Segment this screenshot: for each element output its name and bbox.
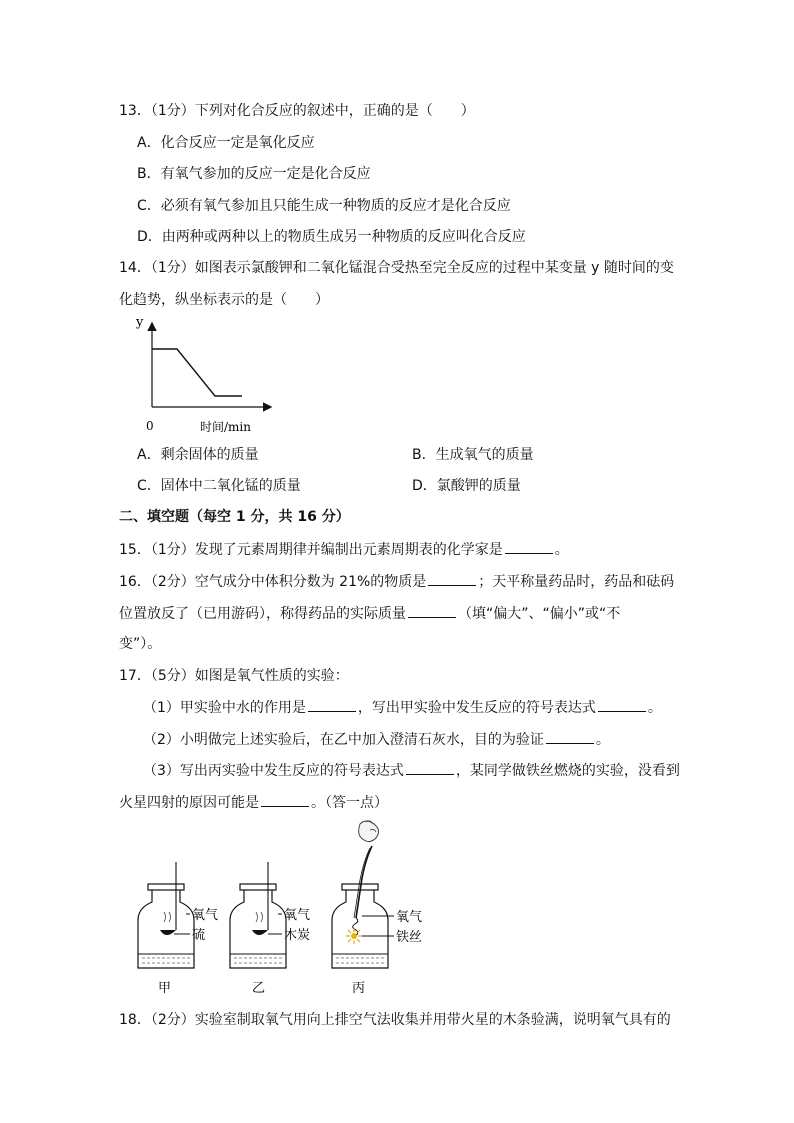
q17-text: ，某同学做铁丝燃烧的实验，没看到	[455, 763, 680, 779]
answer-blank	[505, 539, 553, 554]
jar-jia	[138, 862, 194, 968]
jia-caption: 甲	[158, 981, 172, 996]
answer-blank	[406, 760, 454, 775]
yi-label-oxygen: 氧气	[284, 908, 311, 923]
answer-blank	[308, 697, 356, 712]
q16-text: ；天平称量药品时，药品和砝码	[478, 574, 675, 590]
q17-stem: 17．（5分）如图是氧气性质的实验：	[119, 668, 349, 684]
q14-option-a: A．剩余固体的质量	[137, 447, 259, 463]
graph-origin-label: 0	[146, 419, 154, 433]
q14-stem-line2: 化趋势，纵坐标表示的是（ ）	[119, 292, 329, 308]
q16-line3: 变”）。	[119, 636, 162, 652]
q15-text-end: 。	[554, 542, 569, 558]
q17-text: 。（答一点）	[311, 795, 388, 811]
q17-text: 。	[595, 732, 610, 748]
q14-graph	[125, 310, 285, 435]
q16-line1	[119, 571, 674, 592]
q17-part3-cont	[119, 792, 388, 813]
q16-line2	[119, 603, 620, 624]
q13-option-c: C．必须有氧气参加且只能生成一种物质的反应才是化合反应	[137, 198, 511, 214]
graph-curve	[152, 349, 242, 396]
q15-text: 15．（1分）发现了元素周期律并编制出元素周期表的化学家是	[119, 542, 503, 558]
yi-caption: 乙	[252, 981, 266, 996]
q16-text: 位置放反了（已用游码），称得药品的实际质量	[119, 606, 406, 622]
answer-blank	[598, 697, 646, 712]
graph-x-label: 时间/min	[200, 420, 251, 434]
q17-text: （2）小明做完上述实验后，在乙中加入澄清石灰水，目的为验证	[143, 732, 544, 748]
q13-option-a: A．化合反应一定是氧化反应	[137, 135, 315, 151]
q16-text: 16．（2分）空气成分中体积分数为 21%的物质是	[119, 574, 427, 590]
q13-option-b: B．有氧气参加的反应一定是化合反应	[137, 166, 371, 182]
q18-stem: 18．（2分）实验室制取氧气用向上排空气法收集并用带火星的木条验满，说明氧气具有的	[119, 1012, 671, 1028]
answer-blank	[546, 729, 594, 744]
section-title: 二、填空题（每空 1 分，共 16 分）	[119, 509, 350, 525]
q17-part2	[143, 729, 610, 750]
answer-blank	[408, 603, 456, 618]
q17-figure	[130, 818, 450, 998]
q14-stem-line1: 14．（1分）如图表示氯酸钾和二氧化锰混合受热至完全反应的过程中某变量 y 随时间的变	[119, 260, 674, 276]
answer-blank	[428, 571, 476, 586]
jar-yi	[230, 862, 286, 968]
q14-option-c: C．固体中二氧化锰的质量	[137, 478, 301, 494]
yi-label-charcoal: 木炭	[284, 928, 311, 943]
q17-part1	[143, 697, 662, 718]
q14-option-d: D．氯酸钾的质量	[412, 478, 521, 494]
q17-text: （3）写出丙实验中发生反应的符号表达式	[143, 763, 404, 779]
q17-text: 。	[647, 700, 662, 716]
bing-label-iron-wire: 铁丝	[396, 930, 423, 945]
q17-text: （1）甲实验中水的作用是	[143, 700, 306, 716]
jar-bing	[332, 821, 394, 968]
jia-label-oxygen: 氧气	[192, 908, 219, 923]
q17-text: ，写出甲实验中发生反应的符号表达式	[357, 700, 596, 716]
q13-stem: 13．（1分）下列对化合反应的叙述中，正确的是（ ）	[119, 103, 475, 119]
q15-line	[119, 539, 569, 560]
q13-option-d: D．由两种或两种以上的物质生成另一种物质的反应叫化合反应	[137, 229, 526, 245]
bing-label-oxygen: 氧气	[396, 910, 423, 925]
jia-label-sulfur: 硫	[192, 928, 206, 943]
graph-y-label: y	[136, 315, 144, 330]
bing-caption: 丙	[352, 981, 366, 996]
answer-blank	[261, 792, 309, 807]
q17-part3	[143, 760, 680, 781]
q14-option-b: B．生成氧气的质量	[412, 447, 534, 463]
q17-text: 火星四射的原因可能是	[119, 795, 259, 811]
q16-text: （填“偏大”、“偏小”或“不	[458, 606, 621, 622]
